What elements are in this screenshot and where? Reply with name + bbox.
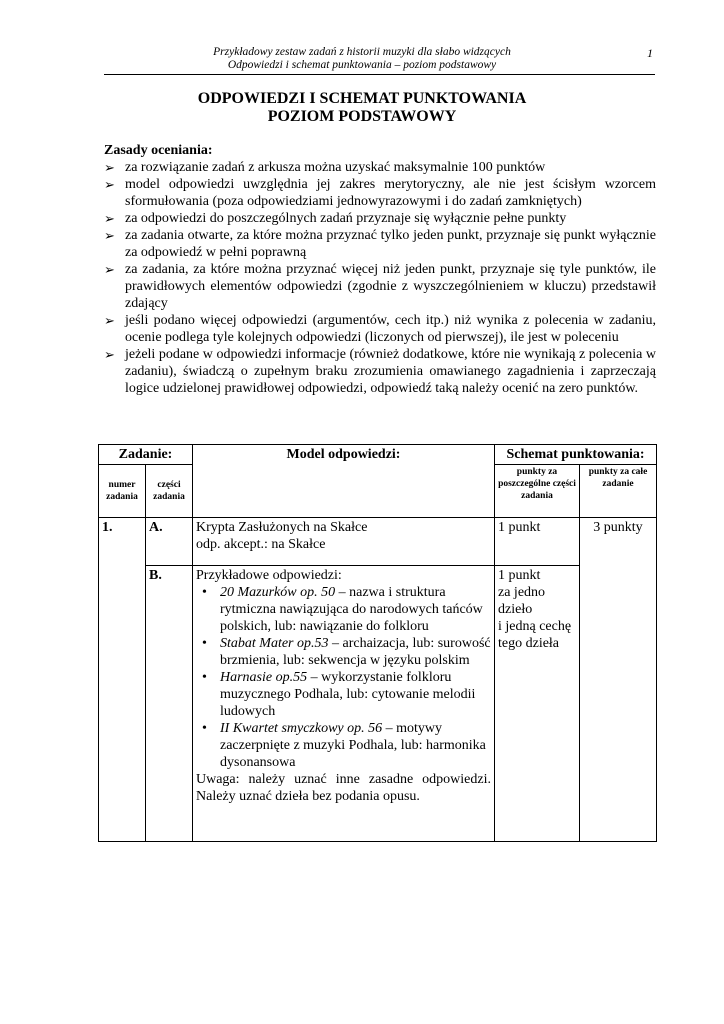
rule-text: model odpowiedzi uwzględnia jej zakres merytoryczny, ale nie jest ścisłym wzorcem sformułowania (poza odpowiedziami jednowyrazowymi i do zadań zamkniętych) [125,177,656,209]
work-title: 20 Mazurków op. 50 [220,585,336,600]
part-b-label: B. [146,566,193,842]
rule-item [104,210,656,227]
part-b-intro: Przykładowe odpowiedzi: [196,568,342,583]
header-punkty-calosc: punkty za całe zadanie [580,465,657,518]
header-zadanie: Zadanie: [99,445,193,465]
page-title [0,90,724,126]
table-row [99,566,657,842]
rule-item [104,176,656,210]
part-b-points [495,566,580,842]
title-line-1: ODPOWIEDZI I SCHEMAT PUNKTOWANIA [197,90,527,107]
work-title: Harnasie op.55 [220,670,308,685]
rule-item [104,261,656,312]
rule-text: za odpowiedzi do poszczególnych zadań przyznaje się wyłącznie pełne punkty [125,211,567,226]
part-a-answer-alt: odp. akcept.: na Skałce [196,537,326,552]
work-description: – wykorzystanie folkloru muzycznego Podhala, lub: cytowanie melodii ludowych [220,670,476,719]
task-total-points: 3 punkty [580,518,657,842]
header-schemat: Schemat punktowania: [495,445,657,465]
list-item [220,720,491,771]
table-row [99,518,657,566]
rule-text: za zadania otwarte, za które można przyznać tylko jeden punkt, przyznaje się punkt wyłącznie za odpowiedź w pełni poprawną [125,228,656,260]
arrow-bullet-icon: ➢ [104,228,115,243]
rules-heading: Zasady oceniania: [104,143,213,158]
rule-item [104,227,656,261]
work-description: – archaizacja, lub: surowość brzmienia, lub: sekwencja w języku polskim [220,636,491,668]
task-number: 1. [99,518,146,842]
part-a-points: 1 punkt [495,518,580,566]
arrow-bullet-icon: ➢ [104,347,115,362]
page-number: 1 [647,46,653,60]
header-line-1: Przykładowy zestaw zadań z historii muzyki dla słabo widzących [213,46,511,58]
arrow-bullet-icon: ➢ [104,262,115,277]
part-a-answer [193,518,495,566]
list-item [220,584,491,635]
work-description: – motywy zaczerpnięte z muzyki Podhala, lub: harmonika dysonansowa [220,721,486,770]
arrow-bullet-icon: ➢ [104,177,115,192]
arrow-bullet-icon: ➢ [104,313,115,328]
rule-text: za zadania, za które można przyznać więcej niż jeden punkt, przyznaje się tyle punktów, ile prawidłowych elementów odpowiedzi (zgodnie z wyszczególnieniem w kluczu) przedstawił zdający [125,262,656,311]
header-rule [104,74,655,75]
part-a-answer-line: Krypta Zasłużonych na Skałce [196,520,368,535]
header-czesci: części zadania [146,465,193,518]
header-line-2: Odpowiedzi i schemat punktowania – poziom podstawowy [227,59,497,71]
part-b-note: Uwaga: należy uznać inne zasadne odpowiedzi. Należy uznać dzieła bez podania opusu. [196,772,491,804]
work-description: – nazwa i struktura rytmiczna nawiązująca do narodowych tańców polskich, lub: nawiązanie do folkloru [220,585,483,634]
header-punkty-czesci: punkty za poszczególne części zadania [495,465,580,518]
part-b-points-line: za jedno dzieło [498,585,546,617]
work-title: Stabat Mater op.53 [220,636,329,651]
grading-rules [104,142,656,397]
arrow-bullet-icon: ➢ [104,160,115,175]
rule-text: jeżeli podane w odpowiedzi informacje (również dodatkowe, które nie wynikają z polecenia w zadaniu), świadczą o zupełnym braku zrozumienia omawianego zagadnienia i zaprzeczają logice udzielonej prawidłowej odpowiedzi, odpowiedź taką należy ocenić na zero punktów. [125,347,656,396]
answer-table [98,444,657,842]
part-b-points-line: 1 punkt [498,568,541,583]
header-model: Model odpowiedzi: [193,445,495,518]
title-line-2: POZIOM PODSTAWOWY [267,108,457,125]
part-a-label: A. [146,518,193,566]
page-header [0,46,724,72]
arrow-bullet-icon: ➢ [104,211,115,226]
list-item [220,669,491,720]
part-b-answer [193,566,495,842]
rule-text: za rozwiązanie zadań z arkusza można uzyskać maksymalnie 100 punktów [125,160,546,175]
rules-list [104,159,656,397]
rule-item [104,159,656,176]
rule-text: jeśli podano więcej odpowiedzi (argumentów, cech itp.) niż wynika z polecenia w zadaniu, ocenie podlega tyle kolejnych odpowiedzi (liczonych od pierwszej), ile jest w poleceniu [125,313,656,345]
part-b-points-line: i jedną cechę tego dzieła [498,619,572,651]
work-title: II Kwartet smyczkowy op. 56 [220,721,383,736]
header-numer: numer zadania [99,465,146,518]
table-header-row [99,445,657,465]
example-list [196,584,491,771]
rule-item [104,312,656,346]
list-item [220,635,491,669]
rule-item [104,346,656,397]
